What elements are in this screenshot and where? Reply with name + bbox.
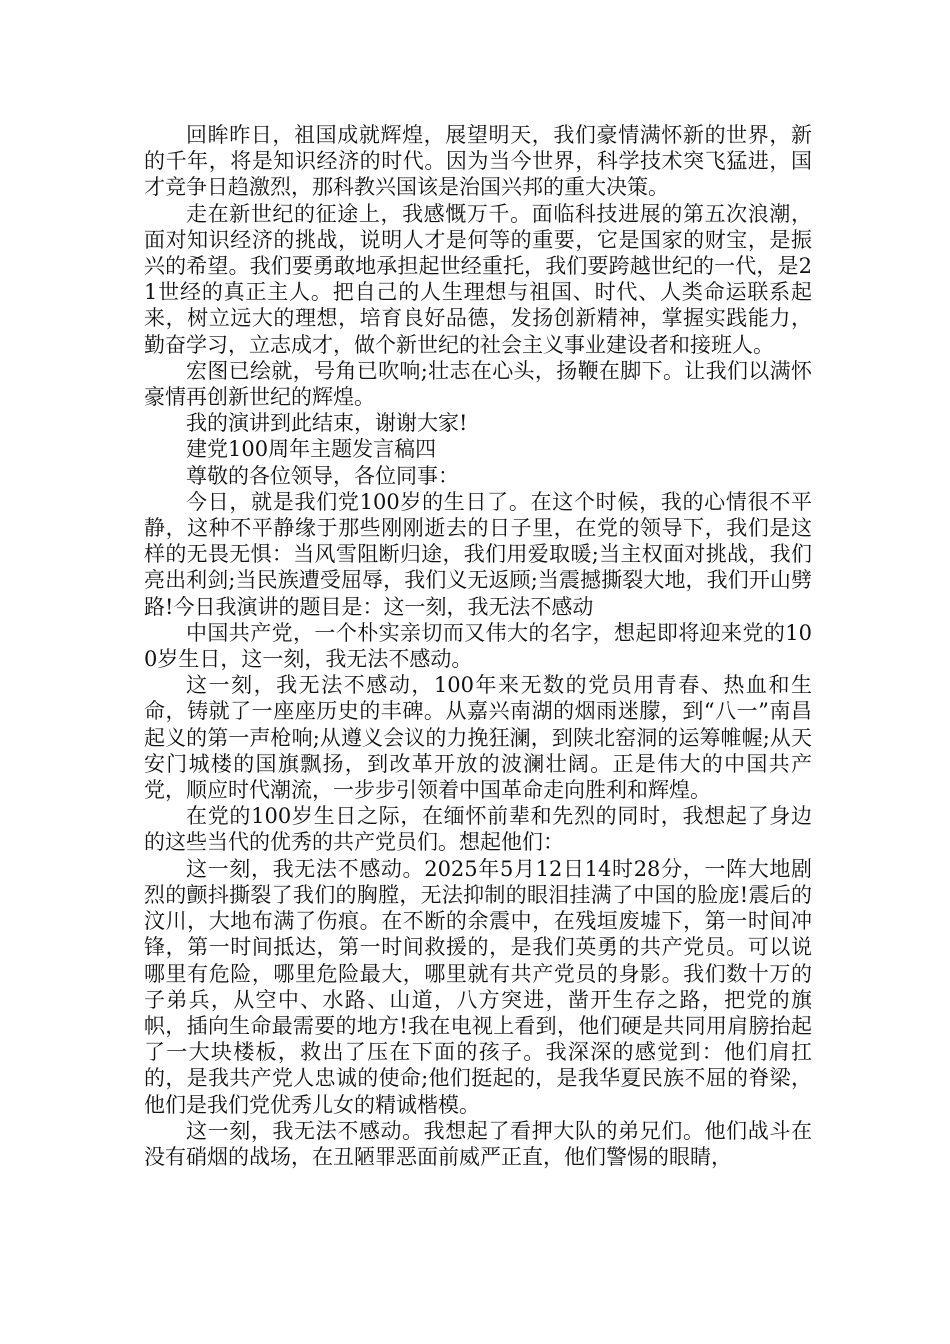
section-heading: 建党100周年主题发言稿四: [186, 437, 437, 462]
paragraph: 中国共产党，一个朴实亲切而又伟大的名字，想起即将迎来党的100岁生日，这一刻，我无法不感动。: [144, 620, 812, 672]
paragraph: 宏图已绘就，号角已吹响;壮志在心头，扬鞭在脚下。让我们以满怀豪情再创新世纪的辉煌。: [144, 358, 812, 410]
paragraph: 走在新世纪的征途上，我感慨万千。面临科技进展的第五次浪潮，面对知识经济的挑战，说明人才是何等的重要，它是国家的财宝，是振兴的希望。我们要勇敢地承担起世经重托，我们要跨越世纪的一代，是21世经的真正主人。把自己的人生理想与祖国、时代、人类命运联系起来，树立远大的理想，培育良好品德，发扬创新精神，掌握实践能力，勤奋学习，立志成才，做个新世纪的社会主义事业建设者和接班人。: [144, 201, 812, 357]
salutation: 尊敬的各位领导，各位同事：: [186, 463, 459, 488]
paragraph: 这一刻，我无法不感动，100年来无数的党员用青春、热血和生命，铸就了一座座历史的丰碑。从嘉兴南湖的烟雨迷朦，到“八一”南昌起义的第一声枪响;从遵义会议的力挽狂澜，到陕北窑洞的运筹帷幄;从天安门城楼的国旗飘扬，到改革开放的波澜壮阔。正是伟大的中国共产党，顺应时代潮流，一步步引领着中国革命走向胜利和辉煌。: [144, 673, 812, 803]
paragraph: 在党的100岁生日之际，在缅怀前辈和先烈的同时，我想起了身边的这些当代的优秀的共产党员们。想起他们：: [144, 804, 812, 855]
paragraph: 这一刻，我无法不感动。我想起了看押大队的弟兄们。他们战斗在没有硝烟的战场，在丑陋罪恶面前威严正直，他们警惕的眼睛，: [144, 1118, 812, 1169]
document-page: [144, 122, 812, 1170]
paragraph: 我的演讲到此结束，谢谢大家!: [186, 411, 468, 436]
paragraph: 今日，就是我们党100岁的生日了。在这个时候，我的心情很不平静，这种不平静缘于那些刚刚逝去的日子里，在党的领导下，我们是这样的无畏无惧：当风雪阻断归途，我们用爱取暖;当主权面对挑战，我们亮出利剑;当民族遭受屈辱，我们义无返顾;当震撼撕裂大地，我们开山劈路!今日我演讲的题目是：这一刻，我无法不感动: [144, 489, 812, 619]
paragraph: 回眸昨日，祖国成就辉煌，展望明天，我们豪情满怀新的世界，新的千年，将是知识经济的时代。因为当今世界，科学技术突飞猛进，国才竞争日趋激烈，那科教兴国该是治国兴邦的重大决策。: [144, 123, 812, 200]
paragraph: 这一刻，我无法不感动。2025年5月12日14时28分，一阵大地剧烈的颤抖撕裂了我们的胸膛，无法抑制的眼泪挂满了中国的脸庞!震后的汶川，大地布满了伤痕。在不断的余震中，在残垣废墟下，第一时间冲锋，第一时间抵达，第一时间救援的，是我们英勇的共产党员。可以说哪里有危险，哪里危险最大，哪里就有共产党员的身影。我们数十万的子弟兵，从空中、水路、山道，八方突进，凿开生存之路，把党的旗帜，插向生命最需要的地方!我在电视上看到，他们硬是共同用肩膀抬起了一大块楼板，救出了压在下面的孩子。我深深的感觉到：他们肩扛的，是我共产党人忠诚的使命;他们挺起的，是我华夏民族不屈的脊梁，他们是我们党优秀儿女的精诚楷模。: [144, 856, 812, 1117]
